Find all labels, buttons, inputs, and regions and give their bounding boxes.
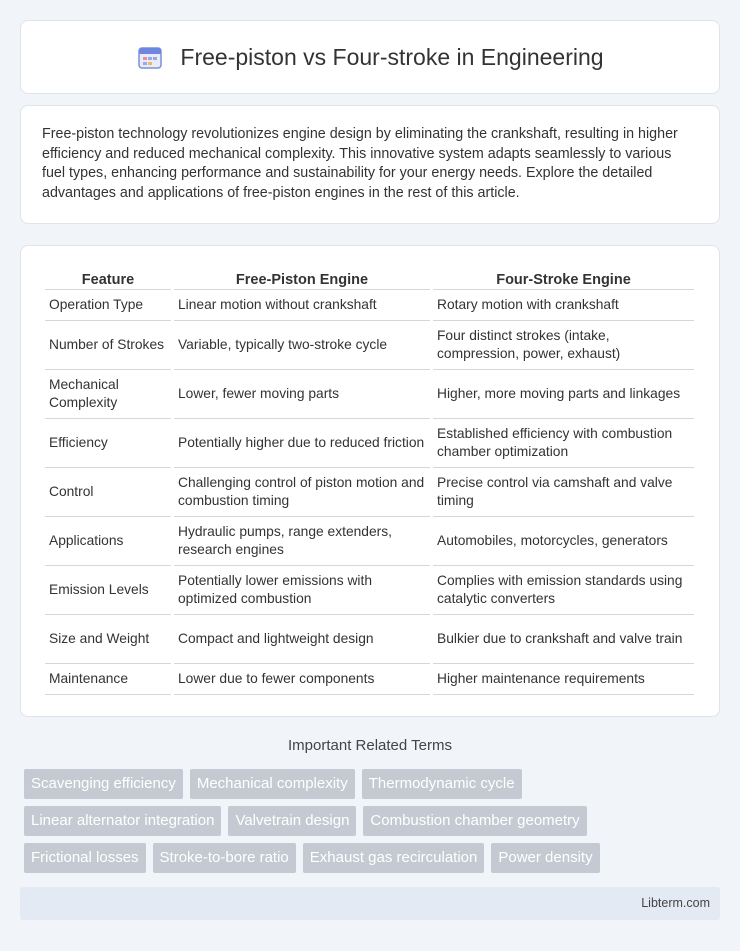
tag[interactable]: Thermodynamic cycle	[362, 769, 522, 799]
table-cell: Variable, typically two-stroke cycle	[174, 321, 430, 370]
table-header-row	[45, 265, 694, 290]
tag[interactable]: Exhaust gas recirculation	[303, 843, 485, 873]
tag[interactable]: Stroke-to-bore ratio	[153, 843, 296, 873]
related-terms	[24, 769, 724, 880]
table-cell: Potentially higher due to reduced friction	[174, 419, 430, 468]
table-cell: Lower, fewer moving parts	[174, 370, 430, 419]
table-row	[45, 566, 694, 615]
comparison-card	[20, 245, 720, 717]
table-cell: Linear motion without crankshaft	[174, 290, 430, 321]
table-cell: Higher maintenance requirements	[433, 664, 694, 695]
table-cell: Control	[45, 468, 171, 517]
table-row	[45, 615, 694, 664]
table-cell: Challenging control of piston motion and combustion timing	[174, 468, 430, 517]
tag-row	[24, 769, 724, 799]
intro-card	[20, 105, 720, 224]
tag[interactable]: Power density	[491, 843, 599, 873]
header-free-piston: Free-Piston Engine	[174, 265, 430, 290]
calendar-icon	[136, 43, 164, 71]
tag[interactable]: Frictional losses	[24, 843, 146, 873]
header-feature: Feature	[45, 265, 171, 290]
table-cell: Applications	[45, 517, 171, 566]
tag[interactable]: Mechanical complexity	[190, 769, 355, 799]
table-cell: Established efficiency with combustion chamber optimization	[433, 419, 694, 468]
table-row	[45, 321, 694, 370]
table-cell: Operation Type	[45, 290, 171, 321]
table-row	[45, 370, 694, 419]
table-cell: Lower due to fewer components	[174, 664, 430, 695]
table-row	[45, 517, 694, 566]
table-cell: Four distinct strokes (intake, compression, power, exhaust)	[433, 321, 694, 370]
table-cell: Precise control via camshaft and valve timing	[433, 468, 694, 517]
table-cell: Automobiles, motorcycles, generators	[433, 517, 694, 566]
tag[interactable]: Combustion chamber geometry	[363, 806, 586, 836]
table-row	[45, 468, 694, 517]
table-cell: Higher, more moving parts and linkages	[433, 370, 694, 419]
table-cell: Size and Weight	[45, 615, 171, 664]
table-cell: Bulkier due to crankshaft and valve train	[433, 615, 694, 664]
table-cell: Number of Strokes	[45, 321, 171, 370]
title-card	[20, 20, 720, 94]
table-cell: Mechanical Complexity	[45, 370, 171, 419]
footer	[20, 887, 720, 920]
table-cell: Efficiency	[45, 419, 171, 468]
table-cell: Maintenance	[45, 664, 171, 695]
table-cell: Potentially lower emissions with optimized combustion	[174, 566, 430, 615]
table-cell: Complies with emission standards using catalytic converters	[433, 566, 694, 615]
table-cell: Emission Levels	[45, 566, 171, 615]
table-cell: Compact and lightweight design	[174, 615, 430, 664]
table-row	[45, 290, 694, 321]
table-cell: Hydraulic pumps, range extenders, research engines	[174, 517, 430, 566]
table-row	[45, 419, 694, 468]
tag[interactable]: Valvetrain design	[228, 806, 356, 836]
intro-paragraph: Free-piston technology revolutionizes engine design by eliminating the crankshaft, resulting in higher efficiency and reduced mechanical complexity. This innovative system adapts seamlessly to various fuel types, enhancing performance and sustainability for your energy needs. Explore the detailed advantages and applications of free-piston engines in the rest of this article.	[42, 126, 678, 201]
related-terms-title: Important Related Terms	[288, 737, 452, 754]
tag[interactable]: Scavenging efficiency	[24, 769, 183, 799]
tag-row	[24, 843, 724, 873]
footer-link[interactable]: Libterm.com	[641, 896, 710, 910]
tag-row	[24, 806, 724, 836]
table-cell: Rotary motion with crankshaft	[433, 290, 694, 321]
header-four-stroke: Four-Stroke Engine	[433, 265, 694, 290]
comparison-table	[42, 265, 697, 695]
table-row	[45, 664, 694, 695]
tag[interactable]: Linear alternator integration	[24, 806, 221, 836]
page-title: Free-piston vs Four-stroke in Engineering	[180, 43, 604, 70]
